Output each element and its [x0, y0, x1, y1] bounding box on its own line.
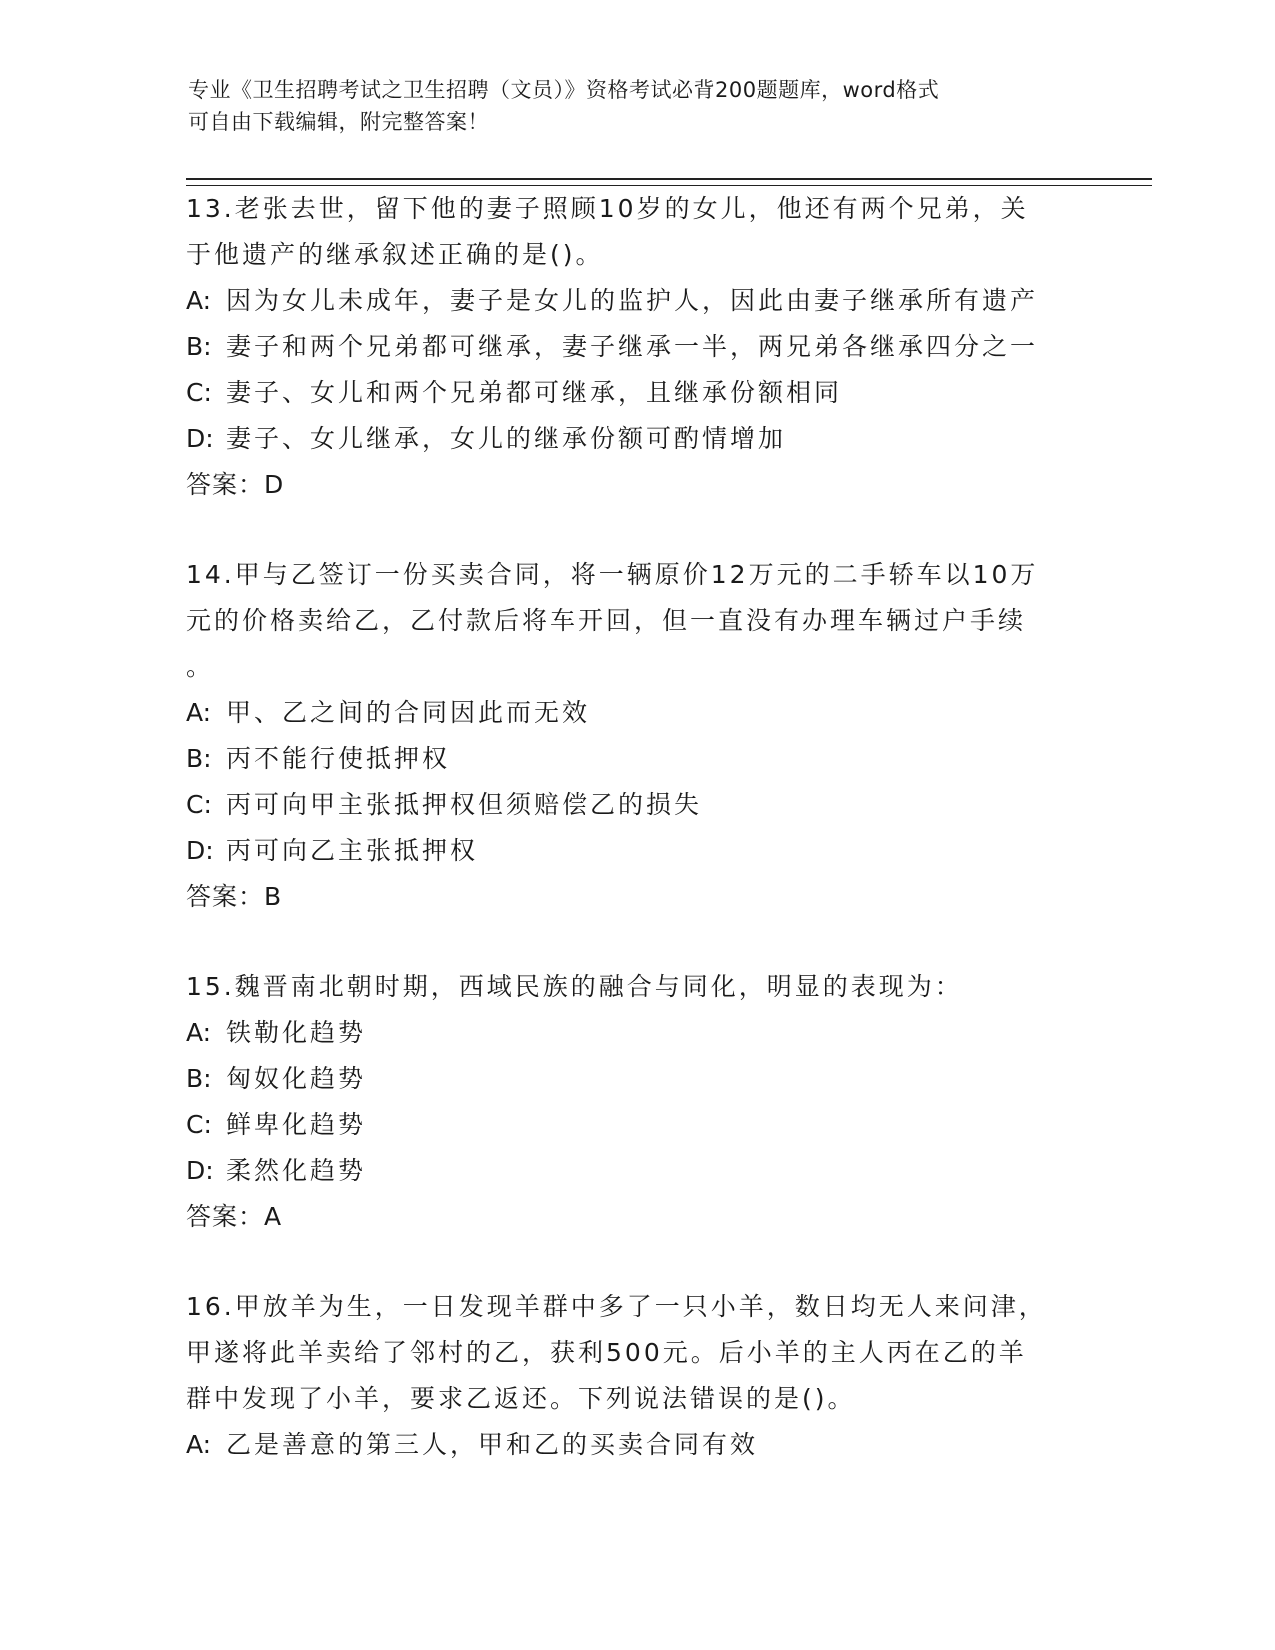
option-letter: C: — [186, 790, 212, 819]
answer-line: 答案：D — [186, 470, 285, 499]
option-a — [186, 278, 1086, 324]
option-c — [186, 1102, 1086, 1148]
option-d — [186, 416, 1086, 462]
option-d — [186, 1148, 1086, 1194]
option-c — [186, 370, 1086, 416]
option-b — [186, 324, 1086, 370]
option-letter: C: — [186, 1110, 212, 1139]
option-text: 丙可向乙主张抵押权 — [226, 836, 479, 865]
option-letter: B: — [186, 332, 212, 361]
option-letter: A: — [186, 286, 212, 315]
question-stem — [186, 964, 1086, 1010]
question-list — [186, 186, 1086, 1512]
option-letter: B: — [186, 1064, 212, 1093]
stem-line: 元的价格卖给乙，乙付款后将车开回，但一直没有办理车辆过户手续 — [186, 606, 1027, 635]
header-line-2: 可自由下载编辑，附完整答案！ — [188, 110, 489, 134]
option-letter: C: — [186, 378, 212, 407]
answer-line: 答案：B — [186, 882, 283, 911]
option-text: 甲、乙之间的合同因此而无效 — [226, 698, 591, 727]
header-line-1: 专业《卫生招聘考试之卫生招聘（文员）》资格考试必背200题题库，word格式 — [188, 78, 940, 102]
option-letter: A: — [186, 1018, 212, 1047]
header-divider — [186, 178, 1152, 186]
stem-line: 16.甲放羊为生，一日发现羊群中多了一只小羊，数日均无人来问津， — [186, 1292, 1047, 1321]
option-letter: D: — [186, 1156, 214, 1185]
question-15 — [186, 964, 1086, 1240]
option-d — [186, 828, 1086, 874]
stem-line: 14.甲与乙签订一份买卖合同，将一辆原价12万元的二手轿车以10万 — [186, 560, 1039, 589]
option-text: 铁勒化趋势 — [226, 1018, 367, 1047]
question-stem — [186, 552, 1086, 690]
option-text: 匈奴化趋势 — [226, 1064, 367, 1093]
option-a — [186, 1010, 1086, 1056]
stem-line: 13.老张去世，留下他的妻子照顾10岁的女儿，他还有两个兄弟，关 — [186, 194, 1029, 223]
question-14 — [186, 552, 1086, 920]
question-16 — [186, 1284, 1086, 1468]
option-text: 妻子、女儿和两个兄弟都可继承，且继承份额相同 — [226, 378, 843, 407]
option-text: 丙可向甲主张抵押权但须赔偿乙的损失 — [226, 790, 703, 819]
stem-line: 。 — [186, 652, 215, 681]
question-stem — [186, 1284, 1086, 1422]
option-b — [186, 1056, 1086, 1102]
option-c — [186, 782, 1086, 828]
option-text: 因为女儿未成年，妻子是女儿的监护人，因此由妻子继承所有遗产 — [226, 286, 1039, 315]
option-a — [186, 1422, 1086, 1468]
option-text: 鲜卑化趋势 — [226, 1110, 367, 1139]
stem-line: 15.魏晋南北朝时期，西域民族的融合与同化，明显的表现为： — [186, 972, 963, 1001]
option-text: 妻子、女儿继承，女儿的继承份额可酌情增加 — [226, 424, 787, 453]
option-text: 丙不能行使抵押权 — [226, 744, 451, 773]
question-13 — [186, 186, 1086, 508]
option-b — [186, 736, 1086, 782]
question-stem — [186, 186, 1086, 278]
option-text: 柔然化趋势 — [226, 1156, 367, 1185]
answer-line: 答案：A — [186, 1202, 283, 1231]
stem-line: 于他遗产的继承叙述正确的是()。 — [186, 240, 604, 269]
stem-line: 甲遂将此羊卖给了邻村的乙，获利500元。后小羊的主人丙在乙的羊 — [186, 1338, 1027, 1367]
option-text: 乙是善意的第三人，甲和乙的买卖合同有效 — [226, 1430, 759, 1459]
option-text: 妻子和两个兄弟都可继承，妻子继承一半，两兄弟各继承四分之一 — [226, 332, 1039, 361]
document-header — [188, 74, 1068, 138]
option-letter: D: — [186, 424, 214, 453]
option-a — [186, 690, 1086, 736]
option-letter: A: — [186, 698, 212, 727]
option-letter: A: — [186, 1430, 212, 1459]
stem-line: 群中发现了小羊，要求乙返还。下列说法错误的是()。 — [186, 1384, 856, 1413]
option-letter: D: — [186, 836, 214, 865]
option-letter: B: — [186, 744, 212, 773]
